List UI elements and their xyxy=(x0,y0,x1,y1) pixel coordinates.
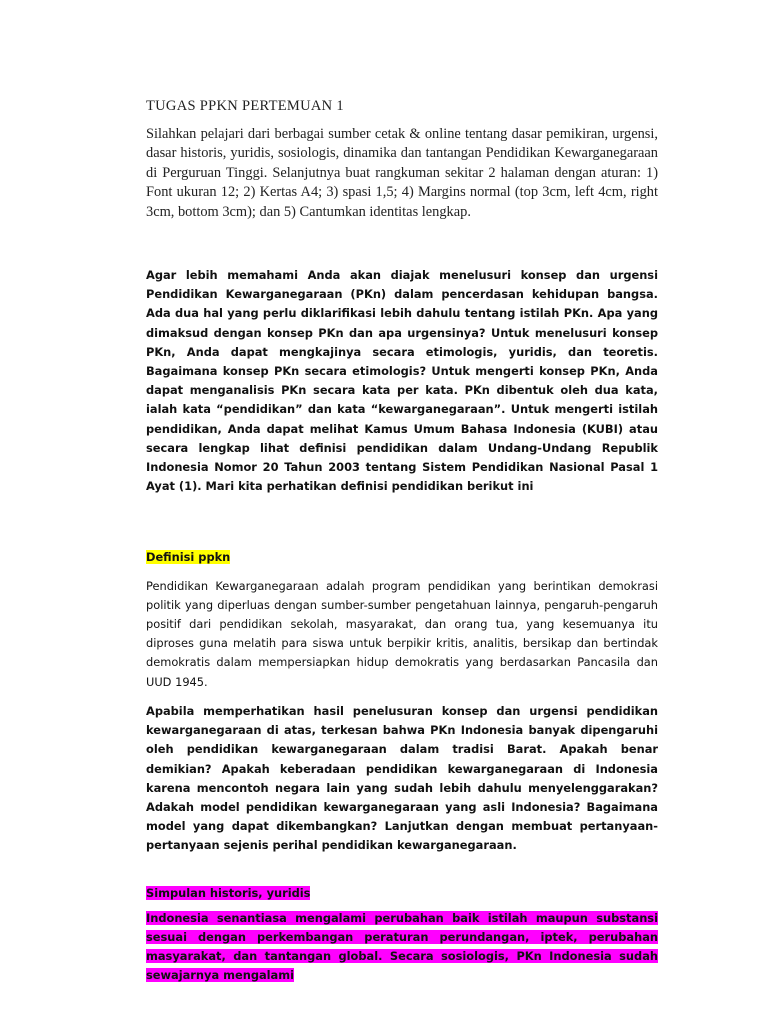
apabila-paragraph: Apabila memperhatikan hasil penelusuran konsep dan urgensi pendidikan kewarganegaraan di atas, terkesan bahwa PKn Indonesia banyak dipengaruhi oleh pendidikan kewarganegaraan dalam tradisi Barat. Apakah benar demikian? Apakah keberadaan pendidikan kewarganegaraan di Indonesia karena mencontoh negara lain yang sudah lebih dahulu menyelenggarakan? Adakah model pendidikan kewarganegaraan yang asli Indonesia? Bagaimana model yang dapat dikembangkan? Lanjutkan dengan membuat pertanyaan-pertanyaan sejenis perihal pendidikan kewarganegaraan. xyxy=(146,703,658,853)
simpulan-paragraph-text: Indonesia senantiasa mengalami perubahan baik istilah maupun substansi sesuai dengan perkembangan peraturan perundangan, iptek, perubahan masyarakat, dan tantangan global. Secara sosiologis, PKn Indonesia sudah sewajarnya mengalami xyxy=(146,910,658,983)
definisi-paragraph: Pendidikan Kewarganegaraan adalah program pendidikan yang berintikan demokrasi politik yang diperluas dengan sumber-sumber pengetahuan lainnya, pengaruh-pengaruh positif dari pendidikan sekolah, masyarakat, dan orang tua, yang kesemuanya itu diproses guna melatih para siswa untuk berpikir kritis, analitis, bersikap dan bertindak demokratis dalam mempersiapkan hidup demokratis yang berdasarkan Pancasila dan UUD 1945. xyxy=(146,578,658,689)
simpulan-paragraph xyxy=(146,909,658,983)
intro-paragraph: Agar lebih memahami Anda akan diajak menelusuri konsep dan urgensi Pendidikan Kewarganegaraan (PKn) dalam pencerdasan kehidupan bangsa. Ada dua hal yang perlu diklarifikasi lebih dahulu tentang istilah PKn. Apa yang dimaksud dengan konsep PKn dan apa urgensinya? Untuk menelusuri konsep PKn, Anda dapat mengkajinya secara etimologis, yuridis, dan teoretis. Bagaimana konsep PKn secara etimologis? Untuk mengerti konsep PKn, Anda dapat menganalisis PKn secara kata per kata. PKn dibentuk oleh dua kata, ialah kata “pendidikan” dan kata “kewarganegaraan”. Untuk mengerti istilah pendidikan, Anda dapat melihat Kamus Umum Bahasa Indonesia (KUBI) atau secara lengkap lihat definisi pendidikan dalam Undang-Undang Republik Indonesia Nomor 20 Tahun 2003 tentang Sistem Pendidikan Nasional Pasal 1 Ayat (1). Mari kita perhatikan definisi pendidikan berikut ini xyxy=(146,268,658,494)
document-title: TUGAS PPKN PERTEMUAN 1 xyxy=(146,98,344,114)
simpulan-heading-text: Simpulan historis, yuridis xyxy=(146,885,311,900)
document-page xyxy=(146,98,658,983)
instructions-paragraph: Silahkan pelajari dari berbagai sumber cetak & online tentang dasar pemikiran, urgensi, dasar historis, yuridis, sosiologis, dinamika dan tantangan Pendidikan Kewarganegaraan di Perguruan Tinggi. Selanjutnya buat rangkuman sekitar 2 halaman dengan aturan: 1) Font ukuran 12; 2) Kertas A4; 3) spasi 1,5; 4) Margins normal (top 3cm, left 4cm, right 3cm, bottom 3cm); dan 5) Cantumkan identitas lengkap. xyxy=(146,126,658,220)
simpulan-heading xyxy=(146,884,658,903)
definisi-heading-text: Definisi ppkn xyxy=(146,550,231,565)
definisi-heading xyxy=(146,548,658,567)
